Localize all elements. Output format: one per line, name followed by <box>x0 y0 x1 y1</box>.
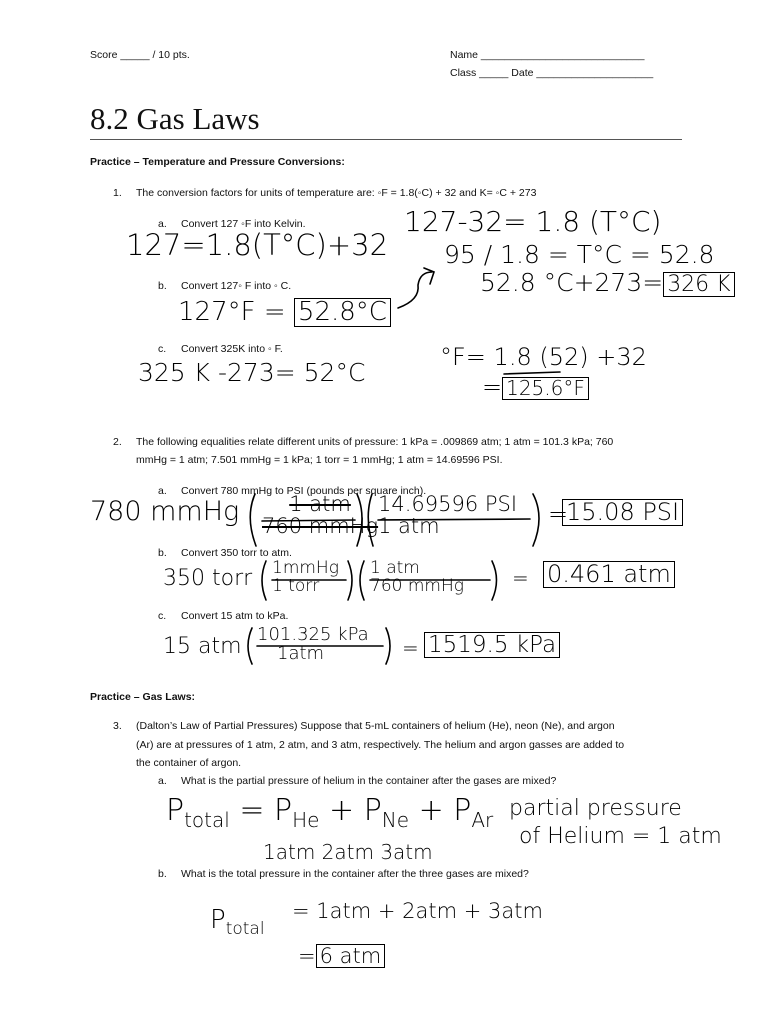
q2a-text: Convert 780 mmHg to PSI (pounds per square inch). <box>181 485 427 497</box>
hw-q1b-equation: 127°F = 52.8°C <box>178 297 391 327</box>
q2b-paren-right <box>348 561 352 600</box>
hw-q3b-ptotal: $P_{total}$ <box>210 905 265 940</box>
page-title: 8.2 Gas Laws <box>90 101 260 136</box>
q2c-label: c. <box>158 610 167 622</box>
hw-q1c-answer-box: 125.6°F <box>502 377 589 400</box>
name-line: Name ____________________________ <box>450 49 645 61</box>
q1b-text: Convert 127◦ F into ◦ C. <box>181 280 292 292</box>
hw-q1b-answer-box: 52.8°C <box>294 298 391 327</box>
hw-q3a-answer-line1: partial pressure <box>509 796 682 821</box>
q2a-label: a. <box>158 485 167 497</box>
class-date-line: Class _____ Date ____________________ <box>450 67 654 79</box>
hw-q2c-equals: = <box>402 636 419 660</box>
hw-q3b-answer: = 6 atm <box>298 944 385 968</box>
hw-q3b-sum: = 1atm + 2atm + 3atm <box>292 899 543 923</box>
q3a-label: a. <box>158 775 167 787</box>
q1c-underline <box>504 372 560 374</box>
q3-text-line1: (Dalton’s Law of Partial Pressures) Suppose that 5-mL containers of helium (He), neon (Ne), and argon <box>136 720 615 732</box>
q1-number: 1. <box>113 187 122 199</box>
q2b-paren-left2 <box>360 561 364 600</box>
q2c-paren-right <box>386 628 390 664</box>
q3-text-line2: (Ar) are at pressures of 1 atm, 2 atm, and 3 atm, respectively. The helium and argon gasses are added to <box>136 739 625 751</box>
hw-q2c-answer-box: 1519.5 kPa <box>424 632 560 658</box>
hw-q1-work-line3: 52.8 °C+273= 326 K <box>480 268 735 297</box>
q2a-paren-right2 <box>533 494 539 546</box>
hw-q2c-factor: 101.325 kPa 1atm <box>257 624 369 664</box>
q3b-text: What is the total pressure in the container after the three gases are mixed? <box>181 868 529 880</box>
q3b-label: b. <box>158 868 167 880</box>
q2-number: 2. <box>113 436 122 448</box>
q2-text-line2: mmHg = 1 atm; 7.501 mmHg = 1 kPa; 1 torr = 1 mmHg; 1 atm = 14.69596 PSI. <box>136 454 503 466</box>
hw-q3a-values: 1atm 2atm 3atm <box>263 840 433 864</box>
q3-text-line3: the container of argon. <box>136 757 242 769</box>
q2b-text: Convert 350 torr to atm. <box>181 547 292 559</box>
hw-q1c-equation: 325 K -273= 52°C <box>138 358 366 387</box>
hw-q1c-work-line1: °F= 1.8 (52) +32 <box>440 343 647 371</box>
hw-q2b-start: 350 torr <box>163 566 253 591</box>
q2a-paren-right <box>357 494 362 546</box>
q2b-paren-left <box>262 561 266 600</box>
hw-q1-work-line2: 95 / 1.8 = T°C = 52.8 <box>444 240 715 269</box>
hw-q2b-factor2: 1 atm 760 mmHg <box>370 558 464 596</box>
hw-q3a-answer-line2: of Helium = 1 atm <box>519 824 722 849</box>
q2c-paren-left <box>248 628 252 664</box>
q1a-label: a. <box>158 218 167 230</box>
section-heading-gas-laws: Practice – Gas Laws: <box>90 691 196 703</box>
section-heading-conversions: Practice – Temperature and Pressure Conversions: <box>90 156 345 168</box>
q1-curved-arrow <box>398 272 432 308</box>
q1-arrowhead <box>424 268 434 284</box>
hw-q2b-factor1: 1mmHg 1 torr <box>272 558 339 596</box>
q2a-paren-left <box>250 494 256 546</box>
hw-q2c-start: 15 atm <box>163 634 242 659</box>
hw-q2a-answer-box: 15.08 PSI <box>562 499 683 526</box>
q2a-fraction-bar1 <box>262 520 355 521</box>
q1b-label: b. <box>158 280 167 292</box>
hw-q1-work-line1: 127-32= 1.8 (T°C) <box>404 205 662 238</box>
q1-text: The conversion factors for units of temperature are: ◦F = 1.8(◦C) + 32 and K= ◦C + 273 <box>136 187 537 199</box>
q3a-text: What is the partial pressure of helium in the container after the gases are mixed? <box>181 775 557 787</box>
q2b-paren-right2 <box>492 561 497 600</box>
score-line: Score _____ / 10 pts. <box>90 49 190 61</box>
hw-q2b-answer-box: 0.461 atm <box>543 561 675 588</box>
hw-q2a-equals: = <box>548 500 569 528</box>
q2a-paren-left2 <box>368 494 373 546</box>
hw-q3b-answer-box: 6 atm <box>316 944 386 968</box>
q1c-label: c. <box>158 343 167 355</box>
hw-q2a-start: 780 mmHg <box>90 496 240 527</box>
hw-q3a-dalton-equation: $P_{total} = P_{He} + P_{Ne} + P_{Ar}$ <box>166 793 494 832</box>
q2b-label: b. <box>158 547 167 559</box>
hw-q1c-work-line2: = 125.6°F <box>482 373 589 401</box>
q1a-text: Convert 127 ◦F into Kelvin. <box>181 218 306 230</box>
q2a-fraction-bar2 <box>378 519 530 520</box>
hw-q1a-equation: 127=1.8(T°C)+32 <box>126 228 389 262</box>
hw-q2a-factor1: 1 atm 760 mmHg <box>262 492 379 539</box>
q2-text-line1: The following equalities relate different units of pressure: 1 kPa = .009869 atm; 1 atm = 101.3 kPa; 760 <box>136 436 614 448</box>
hw-q2b-equals: = <box>512 566 529 590</box>
hw-q1a-answer-box: 326 K <box>663 272 734 297</box>
q2c-text: Convert 15 atm to kPa. <box>181 610 289 622</box>
hw-q2a-factor2: 14.69596 PSI 1 atm <box>378 492 518 539</box>
q3-number: 3. <box>113 720 122 732</box>
q1c-text: Convert 325K into ◦ F. <box>181 343 283 355</box>
